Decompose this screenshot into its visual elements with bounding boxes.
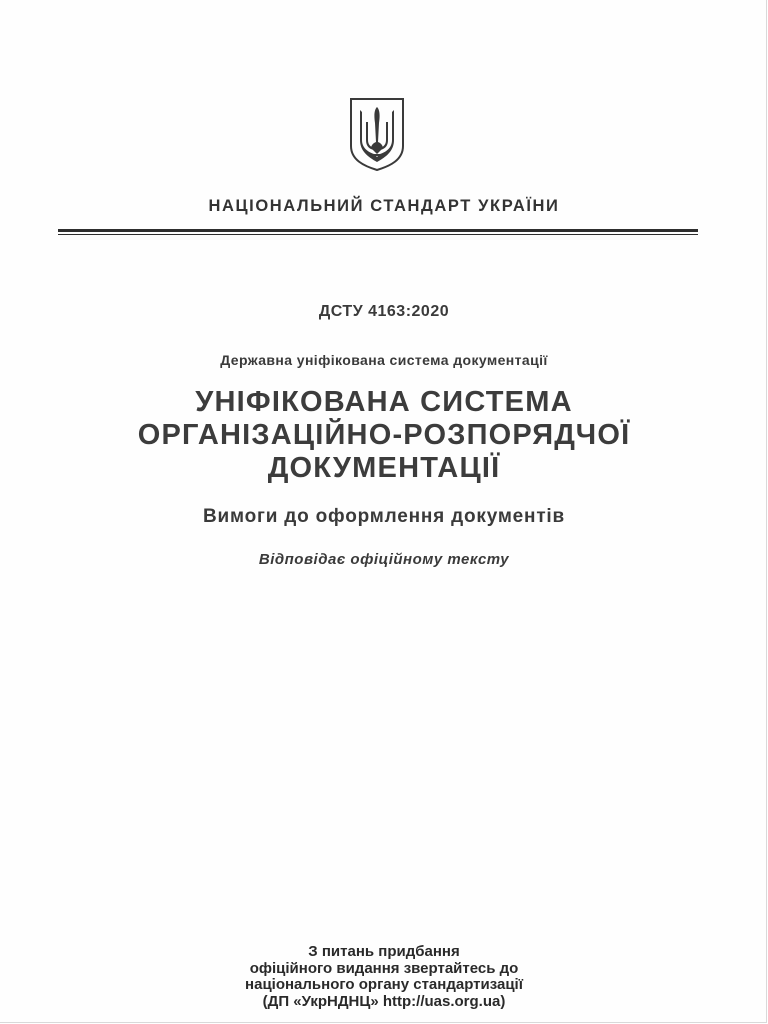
standard-designation: ДСТУ 4163:2020 xyxy=(318,303,450,320)
standard-title-line: ДОКУМЕНТАЦІЇ xyxy=(267,452,501,484)
standard-title-line: УНІФІКОВАНА СИСТЕМА xyxy=(195,386,573,418)
ukraine-trident-emblem-icon xyxy=(348,96,406,172)
purchase-info-line: національного органу стандартизації xyxy=(245,976,523,993)
standard-title-line: ОРГАНІЗАЦІЙНО-РОЗПОРЯДЧОЇ xyxy=(137,419,631,451)
official-text-conformity-note: Відповідає офіційному тексту xyxy=(258,551,510,568)
header-rule-thick xyxy=(58,229,698,232)
standard-subtitle: Вимоги до оформлення документів xyxy=(203,506,565,527)
purchase-information xyxy=(0,944,768,1010)
purchase-info-line: офіційного видання звертайтесь до xyxy=(249,959,519,977)
header-rule-thin xyxy=(58,234,698,235)
purchase-info-line: З питань придбання xyxy=(308,943,460,960)
purchase-info-line: (ДП «УкрНДНЦ» http://uas.org.ua) xyxy=(262,992,506,1010)
standard-title xyxy=(0,386,768,485)
national-standard-heading: НАЦІОНАЛЬНИЙ СТАНДАРТ УКРАЇНИ xyxy=(208,197,560,215)
documentation-system-line: Державна уніфікована система документації xyxy=(220,352,548,368)
